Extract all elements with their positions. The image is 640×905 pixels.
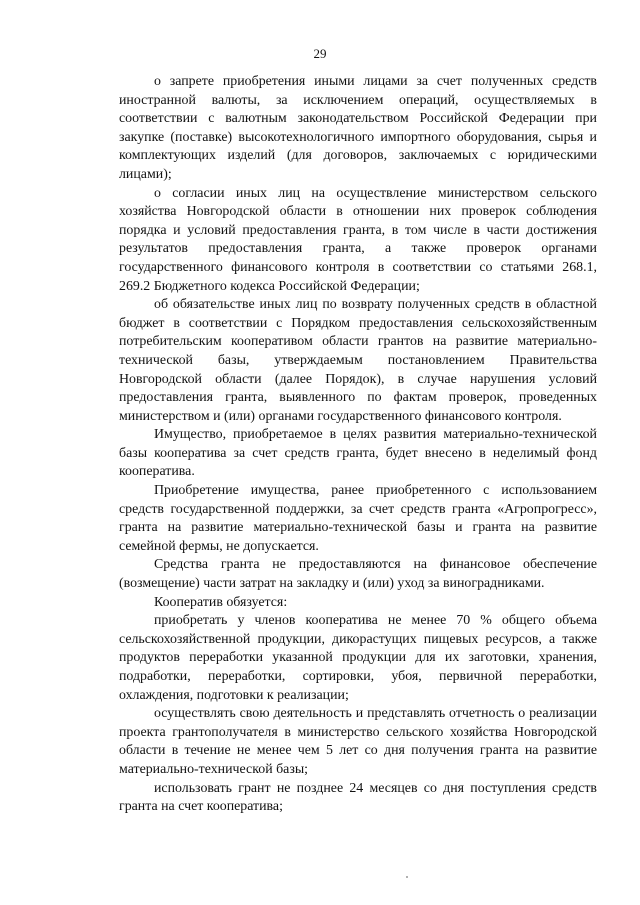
paragraph-usage-deadline: использовать грант не позднее 24 месяцев со дня поступления средств гранта на счет кооператива; bbox=[119, 780, 597, 815]
paragraph-purchase-obligation: приобретать у членов кооператива не менее 70 % общего объема сельскохозяйственной продукции, дикорастущих пищевых ресурсов, а также продуктов переработки указанной продукции для их заготовки, хранения, подработки, переработки, сортировки, убоя, первичной переработки, охлаждения, подготовки к реализации; bbox=[119, 613, 597, 703]
paragraph-prior-support-ban: Приобретение имущества, ранее приобретенного с использованием средств государственной поддержки, за счет средств гранта «Агропрогресс», гранта на развитие материально-технической базы и гранта на развитие семейной фермы, не допускается. bbox=[119, 483, 597, 554]
paragraph-reporting-obligation: осуществлять свою деятельность и представлять отчетность о реализации проекта грантополучателя в министерство сельского хозяйства Новгородской области в течение не менее чем 5 лет со дня получения гранта на развитие материально-технической базы; bbox=[119, 706, 597, 777]
paragraph-indivisible-fund: Имущество, приобретаемое в целях развития материально-технической базы кооператива за счет средств гранта, будет внесено в неделимый фонд кооператива. bbox=[119, 427, 597, 480]
paragraph-vineyards-exclusion: Средства гранта не предоставляются на финансовое обеспечение (возмещение) части затрат на закладку и (или) уход за виноградниками. bbox=[119, 557, 597, 592]
scan-speck bbox=[406, 876, 408, 878]
paragraph-foreign-currency-ban: о запрете приобретения иными лицами за счет полученных средств иностранной валюты, за исключением операций, осуществляемых в соответствии с валютным законодательством Российской Федерации при закупке (поставке) высокотехнологичного импортного оборудования, сырья и комплектующих изделий (для договоров, заключаемых с юридическими лицами); bbox=[119, 74, 597, 182]
paragraph-inspection-consent: о согласии иных лиц на осуществление министерством сельского хозяйства Новгородской области в отношении них проверок соблюдения порядка и условий предоставления гранта, в том числе в части достижения результатов предоставления гранта, а также проверок органами государственного финансового контроля в соответствии со статьями 268.1, 269.2 Бюджетного кодекса Российской Федерации; bbox=[119, 185, 597, 294]
document-body bbox=[119, 73, 597, 817]
page-number: 29 bbox=[313, 46, 327, 61]
paragraph-refund-obligation: об обязательстве иных лиц по возврату полученных средств в областной бюджет в соответствии с Порядком предоставления сельскохозяйственным потребительским кооперативом области грантов на развитие материально-технической базы, утверждаемым постановлением Правительства Новгородской области (далее Порядок), в случае нарушения условий предоставления гранта, выявленного по фактам проверок, проведенных министерством и (или) органами государственного финансового контроля. bbox=[119, 297, 597, 424]
paragraph-obligations-heading: Кооператив обязуется: bbox=[154, 594, 288, 610]
